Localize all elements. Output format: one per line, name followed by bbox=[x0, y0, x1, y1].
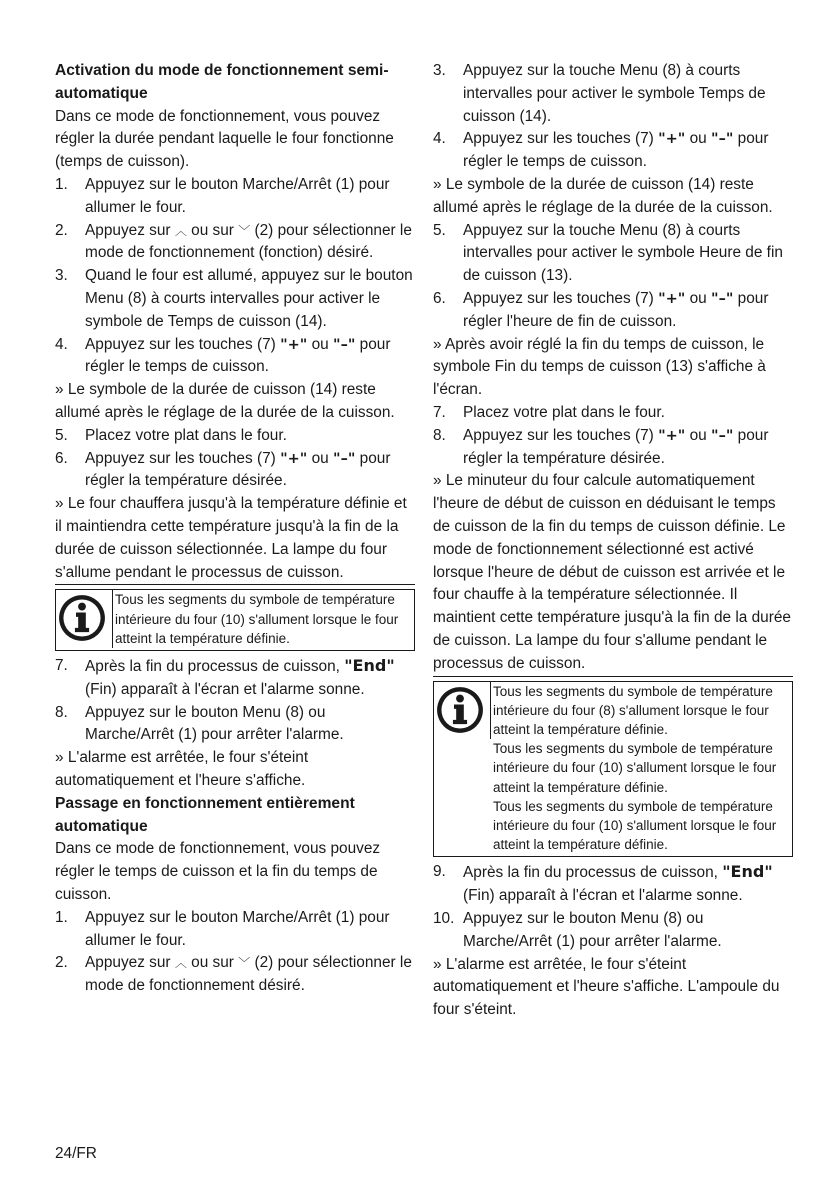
step-text: Appuyez sur les touches (7) "+" ou "–" pour régler l'heure de fin de cuisson. bbox=[463, 289, 769, 330]
step-text: Après la fin du processus de cuisson, "End" (Fin) apparaît à l'écran et l'alarme sonne. bbox=[85, 655, 395, 698]
result-paragraph: » Le four chauffera jusqu'à la température définie et il maintiendra cette température jusqu'à la fin de la durée de cuisson sélectionnée. La lampe du four s'allume pendant le processus de cuisson. bbox=[55, 493, 415, 585]
list-item bbox=[55, 425, 415, 448]
step-text: Appuyez sur ︿ ou sur ﹀ (2) pour sélectionner le mode de fonctionnement (fonction) désiré. bbox=[85, 221, 412, 262]
list-item bbox=[55, 907, 415, 953]
info-icon bbox=[434, 682, 488, 857]
step-number: 7. bbox=[433, 403, 446, 421]
step-number: 5. bbox=[433, 221, 446, 239]
result-paragraph: » L'alarme est arrêtée, le four s'éteint automatiquement et l'heure s'affiche. bbox=[55, 749, 309, 789]
step-number: 4. bbox=[433, 130, 446, 148]
step-text: Appuyez sur les touches (7) "+" ou "–" pour régler la température désirée. bbox=[85, 449, 391, 490]
page-number: 24/FR bbox=[55, 1145, 97, 1162]
result-paragraph: » L'alarme est arrêtée, le four s'éteint automatiquement et l'heure s'affiche. L'ampoule du four s'éteint. bbox=[433, 955, 780, 1019]
list-item bbox=[55, 174, 415, 220]
list-item bbox=[433, 288, 793, 334]
list-item bbox=[55, 220, 415, 266]
note-text: Tous les segments du symbole de température intérieure du four (10) s'allument lorsque le four atteint la température définie. bbox=[493, 741, 777, 795]
step-number: 4. bbox=[55, 335, 68, 353]
section-heading-semi-auto: Activation du mode de fonctionnement semi-automatique bbox=[55, 62, 389, 102]
step-text: Appuyez sur ︿ ou sur ﹀ (2) pour sélectionner le mode de fonctionnement désiré. bbox=[85, 954, 412, 995]
step-text: Appuyez sur la touche Menu (8) à courts intervalles pour activer le symbole Heure de fin de cuisson (13). bbox=[463, 221, 783, 285]
list-item bbox=[433, 861, 793, 908]
step-text: Appuyez sur les touches (7) "+" ou "–" pour régler le temps de cuisson. bbox=[463, 130, 769, 171]
paragraph: Dans ce mode de fonctionnement, vous pouvez régler la durée pendant laquelle le four fonctionne (temps de cuisson). bbox=[55, 107, 394, 171]
note-text: Tous les segments du symbole de température intérieure du four (10) s'allument lorsque le four atteint la température définie. bbox=[493, 798, 777, 853]
plus-key-label: "+" bbox=[658, 290, 686, 307]
step-number: 5. bbox=[55, 426, 68, 444]
step-number: 3. bbox=[55, 267, 68, 285]
step-text: Appuyez sur le bouton Menu (8) ou Marche/Arrêt (1) pour arrêter l'alarme. bbox=[85, 703, 344, 744]
list-item bbox=[433, 128, 793, 174]
list-item bbox=[55, 702, 415, 748]
step-number: 8. bbox=[55, 703, 68, 721]
minus-key-label: "–" bbox=[711, 427, 734, 444]
step-number: 10. bbox=[433, 909, 455, 927]
section-heading-full-auto: Passage en fonctionnement entièrement automatique bbox=[55, 794, 355, 835]
list-item bbox=[55, 334, 415, 380]
minus-key-label: "–" bbox=[333, 336, 356, 353]
step-number: 3. bbox=[433, 62, 446, 79]
minus-key-label: "–" bbox=[711, 290, 734, 307]
result-paragraph: » Après avoir réglé la fin du temps de cuisson, le symbole Fin du temps de cuisson (13) s'affiche à l'écran. bbox=[433, 335, 766, 399]
step-text: Appuyez sur les touches (7) "+" ou "–" pour régler la température désirée. bbox=[463, 426, 769, 467]
list-item bbox=[433, 402, 793, 425]
info-icon bbox=[56, 590, 110, 650]
step-number: 2. bbox=[55, 221, 68, 239]
step-text: Appuyez sur la touche Menu (8) à courts intervalles pour activer le symbole Temps de cuisson (14). bbox=[463, 62, 766, 125]
step-number: 6. bbox=[55, 449, 68, 467]
end-label: "End" bbox=[344, 655, 395, 675]
note-text: Tous les segments du symbole de température intérieure du four (8) s'allument lorsque le four atteint la température définie. bbox=[490, 682, 790, 740]
step-number: 9. bbox=[433, 863, 446, 881]
left-column bbox=[55, 60, 415, 998]
chevron-down-icon: ﹀ bbox=[238, 956, 251, 971]
result-paragraph: » Le symbole de la durée de cuisson (14) reste allumé après le réglage de la durée de la cuisson. bbox=[55, 381, 395, 421]
plus-key-label: "+" bbox=[658, 131, 686, 148]
plus-key-label: "+" bbox=[280, 336, 308, 353]
list-item bbox=[433, 425, 793, 471]
list-item bbox=[55, 655, 415, 702]
info-note bbox=[433, 681, 793, 858]
step-text: Appuyez sur les touches (7) "+" ou "–" pour régler le temps de cuisson. bbox=[85, 335, 391, 376]
step-text: Après la fin du processus de cuisson, "End" (Fin) apparaît à l'écran et l'alarme sonne. bbox=[463, 862, 773, 905]
step-text: Quand le four est allumé, appuyez sur le bouton Menu (8) à courts intervalles pour activer le symbole de Temps de cuisson (14). bbox=[85, 267, 413, 330]
end-label: "End" bbox=[722, 862, 773, 882]
step-number: 7. bbox=[55, 656, 68, 674]
chevron-down-icon: ﹀ bbox=[238, 223, 251, 238]
step-text: Placez votre plat dans le four. bbox=[463, 403, 665, 421]
minus-key-label: "–" bbox=[333, 450, 356, 467]
step-text: Appuyez sur le bouton Marche/Arrêt (1) pour allumer le four. bbox=[85, 175, 390, 216]
result-paragraph: » Le minuteur du four calcule automatiquement l'heure de début de cuisson en déduisant le temps de cuisson de la fin du temps de cuisson définie. Le mode de fonctionnement sélectionné est activé lorsque l'heure de début de cuisson est arrivée et le four chauffe à la température sélectionnée. Il maintient cette température jusqu'à la fin de la durée de cuisson. La lampe du four s'allume pendant le processus de cuisson. bbox=[433, 470, 793, 676]
list-item bbox=[55, 448, 415, 494]
plus-key-label: "+" bbox=[658, 427, 686, 444]
chevron-up-icon: ︿ bbox=[174, 956, 187, 971]
note-text: Tous les segments du symbole de température intérieure du four (10) s'allument lorsque le four atteint la température définie. bbox=[112, 590, 412, 648]
list-item bbox=[55, 265, 415, 333]
list-item bbox=[55, 952, 415, 998]
chevron-up-icon: ︿ bbox=[174, 223, 187, 238]
result-paragraph: » Le symbole de la durée de cuisson (14) reste allumé après le réglage de la durée de la cuisson. bbox=[433, 175, 773, 216]
list-item bbox=[433, 908, 793, 954]
step-number: 6. bbox=[433, 289, 446, 307]
plus-key-label: "+" bbox=[280, 450, 308, 467]
list-item bbox=[433, 60, 793, 128]
paragraph: Dans ce mode de fonctionnement, vous pouvez régler le temps de cuisson et la fin du temps de cuisson. bbox=[55, 840, 381, 903]
step-text: Placez votre plat dans le four. bbox=[85, 426, 287, 444]
list-item bbox=[433, 220, 793, 288]
minus-key-label: "–" bbox=[711, 131, 734, 148]
step-text: Appuyez sur le bouton Menu (8) ou Marche/Arrêt (1) pour arrêter l'alarme. bbox=[463, 909, 722, 950]
right-column bbox=[433, 60, 793, 1022]
step-number: 2. bbox=[55, 954, 68, 972]
step-number: 8. bbox=[433, 426, 446, 444]
step-number: 1. bbox=[55, 175, 68, 193]
step-number: 1. bbox=[55, 908, 68, 926]
info-note bbox=[55, 589, 415, 651]
step-text: Appuyez sur le bouton Marche/Arrêt (1) pour allumer le four. bbox=[85, 908, 390, 949]
